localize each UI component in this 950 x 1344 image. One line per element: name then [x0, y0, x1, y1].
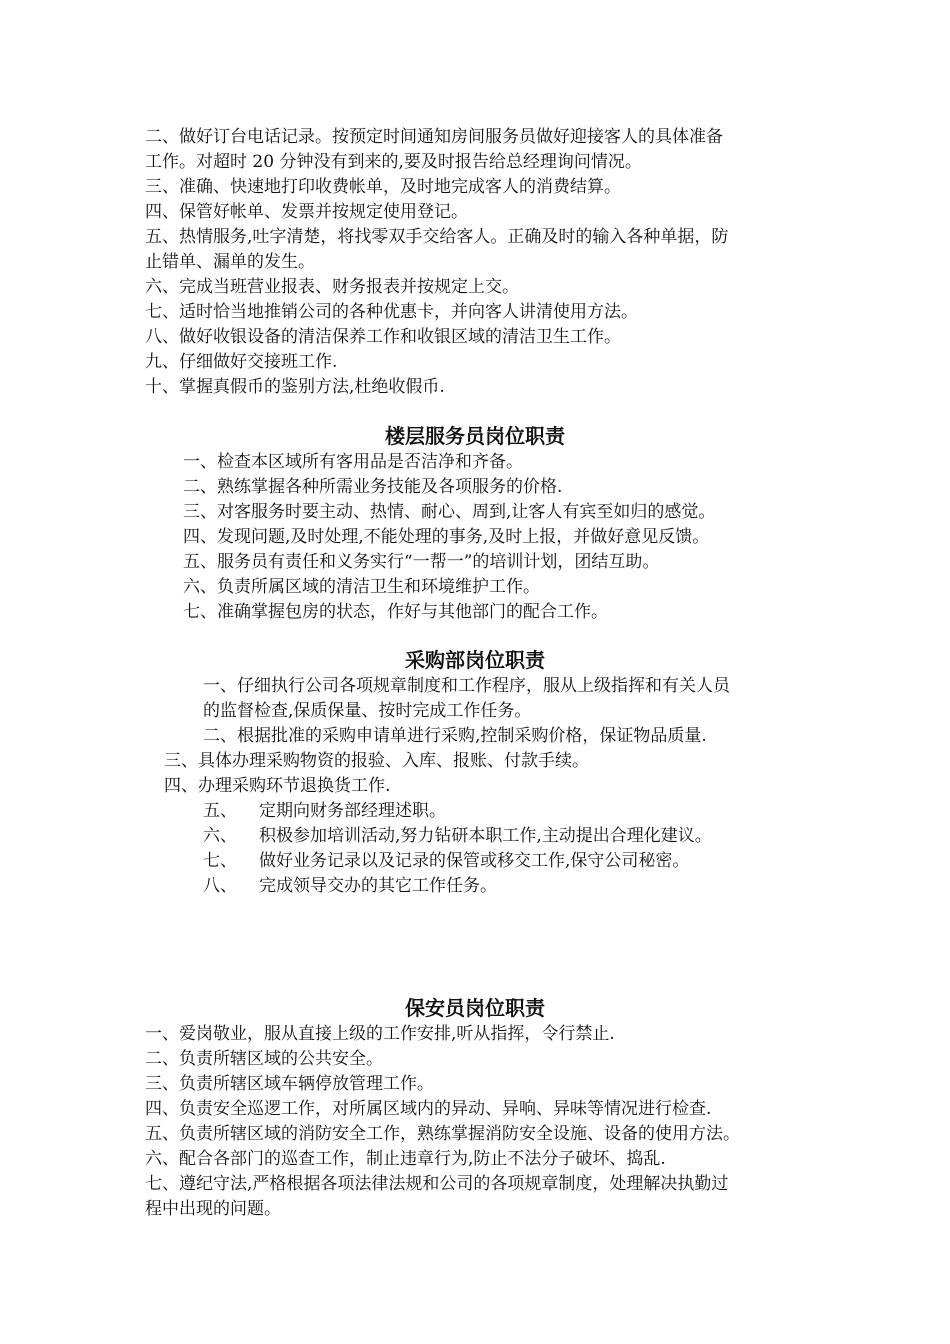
duty-line: 二、做好订台电话记录。按预定时间通知房间服务员做好迎接客人的具体准备 — [145, 127, 723, 147]
duty-line: 七、适时恰当地推销公司的各种优惠卡，并向客人讲清使用方法。 — [145, 302, 638, 322]
item-number: 八、 — [203, 876, 237, 896]
duty-line: 止错单、漏单的发生。 — [145, 252, 315, 272]
duty-line: 七、遵纪守法,严格根据各项法律法规和公司的各项规章制度，处理解决执勤过 — [145, 1174, 729, 1194]
duty-line: 九、仔细做好交接班工作. — [145, 352, 338, 372]
duty-line: 八、做好收银设备的清洁保养工作和收银区域的清洁卫生工作。 — [145, 327, 621, 347]
duty-line — [203, 849, 689, 873]
duty-line: 二、熟练掌握各种所需业务技能及各项服务的价格. — [183, 477, 563, 497]
duty-line: 五、热情服务,吐字清楚，将找零双手交给客人。正确及时的输入各种单据，防 — [145, 227, 729, 247]
duty-line: 六、完成当班营业报表、财务报表并按规定上交。 — [145, 277, 519, 297]
duty-line: 四、办理采购环节退换货工作. — [164, 776, 391, 796]
duty-line: 工作。对超时 20 分钟没有到来的,要及时报告给总经理询问情况。 — [145, 152, 642, 172]
duty-line: 一、仔细执行公司各项规章制度和工作程序，服从上级指挥和有关人员 — [203, 676, 730, 696]
duty-line: 三、具体办理采购物资的报验、入库、报账、付款手续。 — [164, 751, 589, 771]
duty-line: 程中出现的问题。 — [145, 1199, 281, 1219]
duty-line: 七、准确掌握包房的状态，作好与其他部门的配合工作。 — [183, 602, 608, 622]
duty-line — [203, 824, 712, 848]
duty-line: 四、发现问题,及时处理,不能处理的事务,及时上报，并做好意见反馈。 — [183, 527, 710, 547]
section-title: 保安员岗位职责 — [405, 996, 545, 1020]
duty-line: 一、检查本区域所有客用品是否洁净和齐备。 — [183, 452, 523, 472]
duty-line: 三、准确、快速地打印收费帐单，及时地完成客人的消费结算。 — [145, 177, 621, 197]
duty-line: 四、保管好帐单、发票并按规定使用登记。 — [145, 202, 468, 222]
duty-line: 六、负责所属区域的清洁卫生和环境维护工作。 — [183, 577, 540, 597]
item-number: 七、 — [203, 851, 237, 871]
duty-line — [203, 799, 446, 823]
section-title: 楼层服务员岗位职责 — [385, 424, 565, 448]
duty-line: 二、负责所辖区域的公共安全。 — [145, 1049, 383, 1069]
item-number: 六、 — [203, 826, 237, 846]
duty-line: 的监督检查,保质保量、按时完成工作任务。 — [203, 701, 532, 721]
item-text: 定期向财务部经理述职。 — [259, 801, 446, 821]
duty-line: 四、负责安全巡逻工作，对所属区域内的异动、异响、异味等情况进行检查. — [145, 1099, 712, 1119]
section-title: 采购部岗位职责 — [405, 648, 545, 672]
duty-line — [203, 874, 497, 898]
duty-line: 一、爱岗敬业，服从直接上级的工作安排,听从指挥，令行禁止. — [145, 1024, 615, 1044]
item-text: 做好业务记录以及记录的保管或移交工作,保守公司秘密。 — [259, 851, 690, 871]
item-number: 五、 — [203, 801, 237, 821]
duty-line: 十、掌握真假币的鉴别方法,杜绝收假币. — [145, 377, 445, 397]
duty-line: 二、根据批准的采购申请单进行采购,控制采购价格，保证物品质量. — [203, 726, 707, 746]
duty-line: 三、负责所辖区域车辆停放管理工作。 — [145, 1074, 434, 1094]
item-text: 完成领导交办的其它工作任务。 — [259, 876, 497, 896]
duty-line: 三、对客服务时要主动、热情、耐心、周到,让客人有宾至如归的感觉。 — [183, 502, 716, 522]
duty-line: 六、配合各部门的巡查工作，制止违章行为,防止不法分子破坏、捣乱. — [145, 1149, 666, 1169]
duty-line: 五、服务员有责任和义务实行“一帮一”的培训计划，团结互助。 — [183, 552, 660, 572]
duty-line: 五、负责所辖区域的消防安全工作，熟练掌握消防安全设施、设备的使用方法。 — [145, 1124, 740, 1144]
item-text: 积极参加培训活动,努力钻研本职工作,主动提出合理化建议。 — [259, 826, 712, 846]
